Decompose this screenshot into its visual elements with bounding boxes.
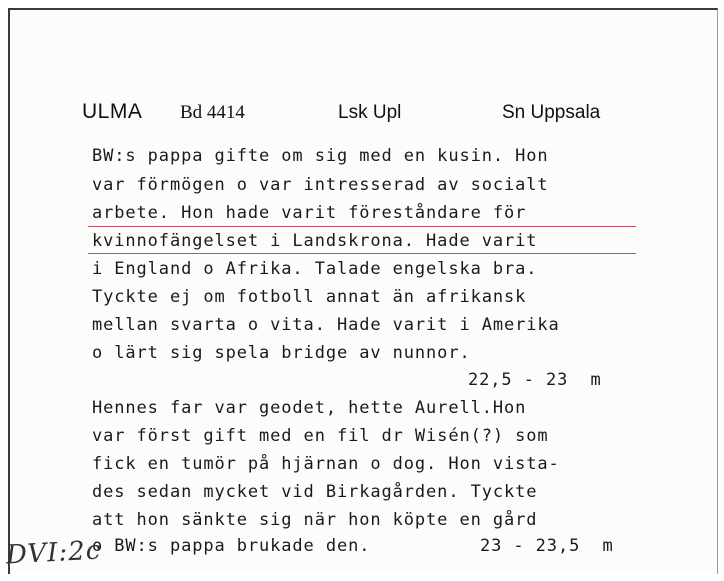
text-line-12: des sedan mycket vid Birkagården. Tyckte [92, 482, 538, 502]
card-header [82, 100, 682, 130]
text-line-4: kvinnofängelset i Landskrona. Hade varit [92, 231, 538, 251]
text-line-11: fick en tumör på hjärnan o dog. Hon vista- [92, 454, 560, 474]
handwritten-shelf-mark: DVI:2c [5, 535, 103, 571]
text-line-1: BW:s pappa gifte om sig med en kusin. Hon [92, 146, 549, 166]
red-underline [88, 226, 636, 227]
text-line-10: var först gift med en fil dr Wisén(?) som [92, 426, 549, 446]
text-line-3: arbete. Hon hade varit föreståndare för [92, 203, 527, 223]
province-code: Lsk Upl [338, 102, 402, 123]
text-line-6: Tyckte ej om fotboll annat än afrikansk [92, 287, 527, 307]
volume-number: Bd 4414 [180, 102, 245, 123]
red-underline [88, 253, 636, 254]
text-line-13: att hon sänkte sig när hon köpte en gård [92, 510, 538, 530]
text-line-7: mellan svarta o vita. Hade varit i Amerika [92, 315, 560, 335]
text-line-5: i England o Afrika. Talade engelska bra. [92, 259, 538, 279]
text-line-14: o BW:s pappa brukade den. [92, 536, 371, 556]
text-line-2: var förmögen o var intresserad av socialt [92, 175, 549, 195]
text-line-8: o lärt sig spela bridge av nunnor. [92, 343, 471, 363]
text-line-9: Hennes far var geodet, hette Aurell.Hon [92, 398, 527, 418]
archive-name: ULMA [82, 100, 143, 123]
measurement-2: 23 - 23,5 m [480, 536, 614, 556]
measurement-1: 22,5 - 23 m [468, 370, 602, 390]
parish-name: Sn Uppsala [502, 102, 601, 123]
